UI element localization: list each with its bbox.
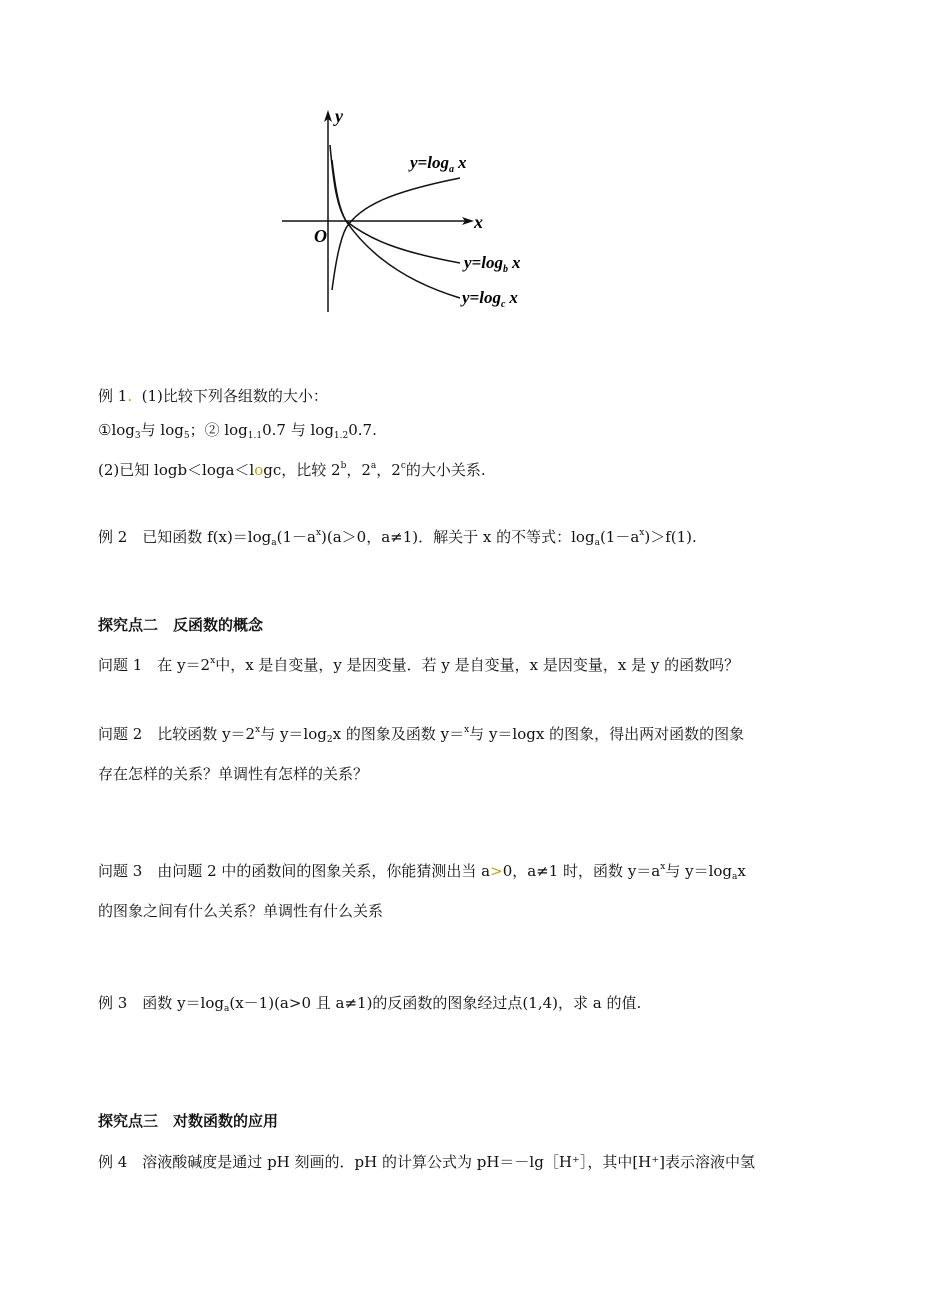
curve-a-label: $y=\log_a$ x [410,153,467,175]
section-2-title: 探究点二 反函数的概念 [98,616,264,634]
example-4: 例 4 溶液酸碱度是通过 pH 刻画的．pH 的计算公式为 pH＝－lg［H⁺］，其中[H⁺]表示溶液中氢 [98,1153,756,1171]
example-3: 例 3 函数 $y=\log_a(x-1)(a>0$ 且 a≠1)的反函数的图象经过点(1,4)，求 a 的值. [98,994,642,1014]
origin-label: O [314,226,327,246]
y-axis-label: y [335,106,343,126]
question-2-line-2: 存在怎样的关系？单调性有怎样的关系？ [98,765,369,783]
question-3-line-2: 的图象之间有什么关系？单调性有什么关系 [98,902,384,920]
log-function-graph [270,100,550,320]
curve-b-label: $y=\log_b$ x [464,253,521,275]
example-2: 例 2 已知函数 $f(x)=\log_a(1-a^x)(a>0$，a≠1)．解关于 x 的不等式：$\log_a(1-a^x)>f(1)$. [98,528,697,548]
example-1-heading: 例 1. (1)比较下列各组数的大小： [98,387,328,405]
curve-log-a [332,178,460,290]
question-2-line-1: 问题 2 比较函数 $y=2^x$与 $y=\log_2x$ 的图象及函数 y＝$^x$与 y＝logx 的图象，得出两对函数的图象 [98,725,745,745]
example-1-item-2: (2)已知 logb＜loga＜logc，比较 2$^b$，2$^a$，2$^c$的大小关系. [98,461,486,479]
section-3-title: 探究点三 对数函数的应用 [98,1112,279,1130]
question-3-line-1: 问题 3 由问题 2 中的函数间的图象关系，你能猜测出当 a>0，a≠1 时，函数 $y=a^x$与 $y=\log_ax$ [98,862,746,882]
question-1: 问题 1 在 $y=2^x$中，x 是自变量，y 是因变量．若 y 是自变量，x 是因变量，x 是 y 的函数吗？ [98,656,740,674]
example-1-item-1: $①\log_3$与 $\log_5$；② $\log_{1.1}0.7$ 与 $\log_{1.2}0.7$. [98,421,377,441]
curve-log-c [332,160,460,298]
x-axis-label: x [474,212,483,232]
curve-c-label: $y=\log_c$ x [462,288,518,310]
